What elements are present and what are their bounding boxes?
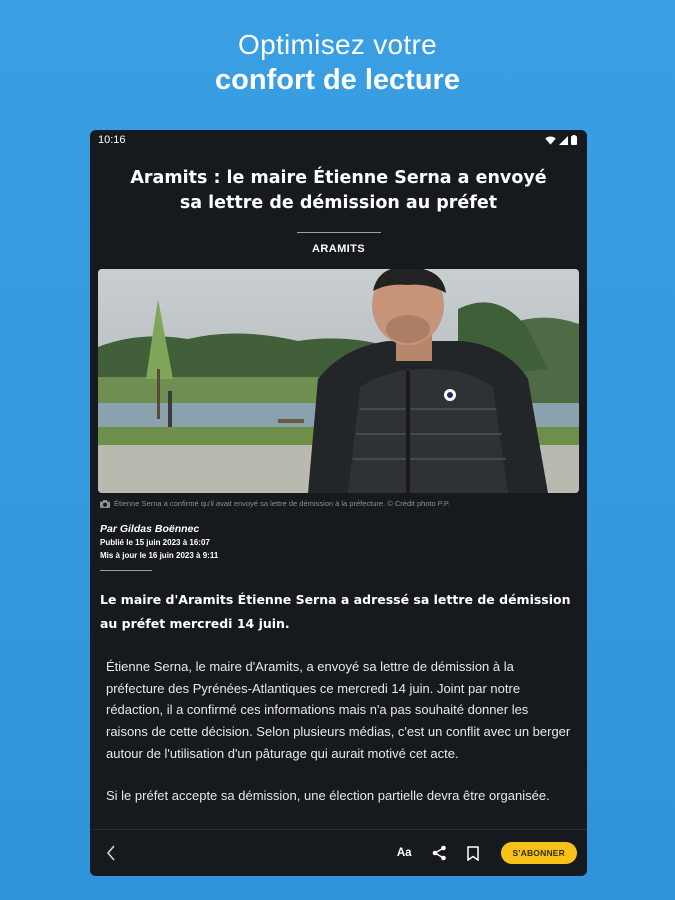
byline (100, 522, 577, 562)
back-button[interactable] (100, 842, 122, 864)
status-time: 10:16 (98, 134, 126, 146)
battery-icon (571, 135, 577, 145)
article-author: Par Gildas Boënnec (100, 523, 200, 535)
photo-caption-text: Étienne Serna a confirmé qu'il avait envoyé sa lettre de démission à la préfecture. © Crédit photo P.P. (114, 499, 451, 508)
status-icons (545, 135, 577, 145)
device-screen (90, 130, 587, 876)
article-category[interactable]: ARAMITS (312, 243, 365, 255)
article-content[interactable] (90, 150, 587, 829)
headline-divider (297, 232, 381, 233)
article-paragraph: Étienne Serna, le maire d'Aramits, a envoyé sa lettre de démission à la préfecture des Pyrénées-Atlantiques ce mercredi 14 juin. Joint par notre rédaction, il a confirmé ces informations mais n'a pas souhaité donner les raisons de cette décision. Selon plusieurs médias, c'est un conflit avec un berger autour de l'utilisation d'un pâturage qui aurait motivé cet acte. (106, 659, 571, 761)
camera-icon (100, 500, 110, 508)
bottom-toolbar (90, 829, 587, 876)
bookmark-icon (467, 846, 479, 861)
wifi-icon (545, 136, 556, 145)
promo-line-1: Optimisez votre (238, 29, 437, 60)
byline-divider (100, 570, 152, 571)
published-date: Publié le 15 juin 2023 à 16:07 (100, 538, 210, 547)
status-bar (90, 130, 587, 150)
updated-date: Mis à jour le 16 juin 2023 à 9:11 (100, 551, 219, 560)
font-size-button[interactable]: Aa (396, 847, 412, 859)
promo-heading (0, 28, 675, 98)
signal-icon (559, 136, 568, 145)
photo-caption (100, 499, 577, 508)
article-headline: Aramits : le maire Étienne Serna a envoyé sa lettre de démission au préfet (130, 168, 547, 213)
bookmark-button[interactable] (467, 846, 479, 861)
article-body (106, 656, 573, 806)
article-lead: Le maire d'Aramits Étienne Serna a adressé sa lettre de démission au préfet mercredi 14 juin. (100, 592, 571, 631)
share-button[interactable] (432, 845, 447, 861)
chevron-left-icon (106, 845, 116, 861)
article-paragraph: Si le préfet accepte sa démission, une élection partielle devra être organisée. (106, 787, 550, 803)
subscribe-button[interactable]: S'ABONNER (501, 842, 577, 864)
share-icon (432, 845, 447, 861)
article-photo (98, 269, 579, 493)
promo-line-2: confort de lecture (215, 64, 460, 96)
